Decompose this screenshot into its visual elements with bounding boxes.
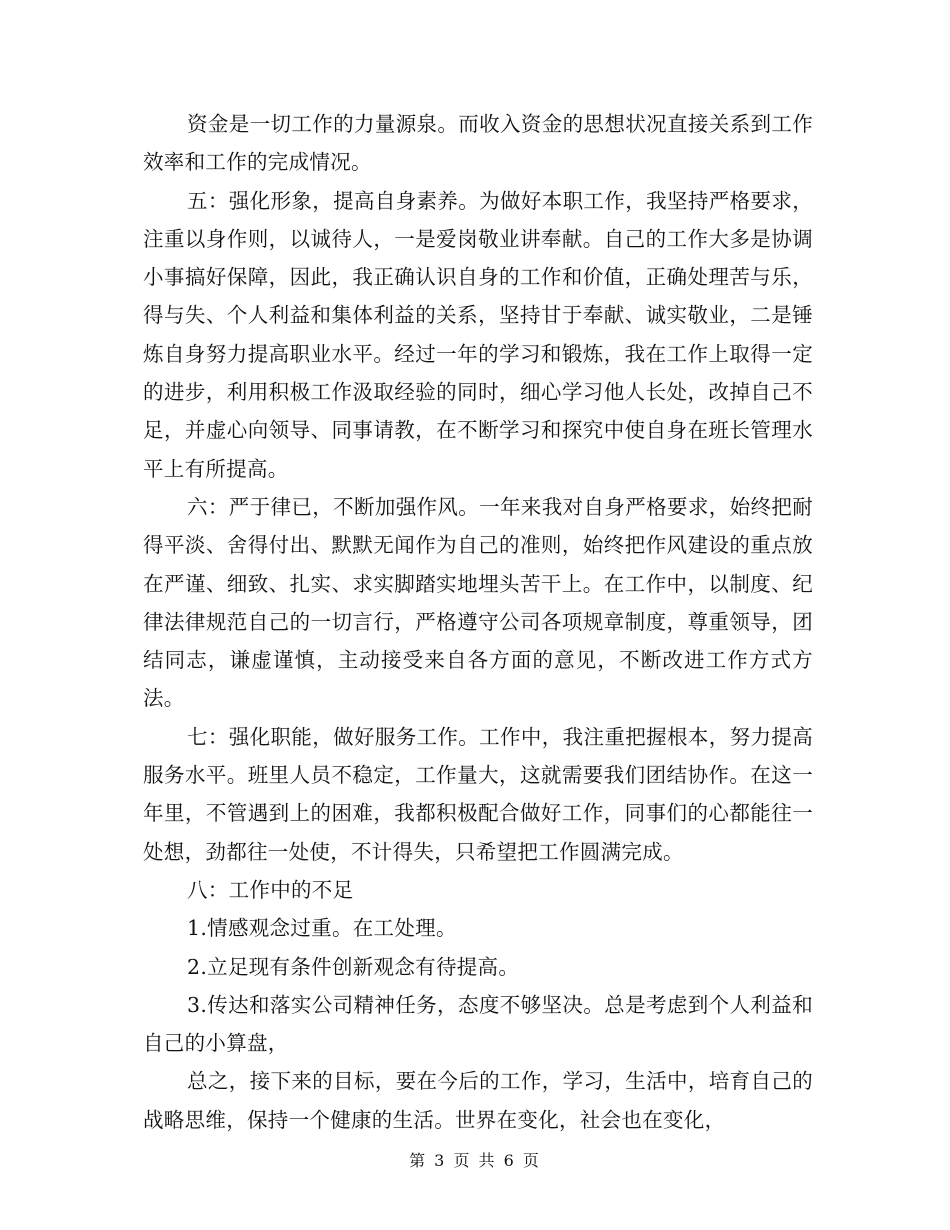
list-item-2: 2.立足现有条件创新观念有待提高。 — [187, 954, 520, 979]
page-number-footer: 第 3 页 共 6 页 — [409, 1151, 541, 1170]
paragraph-section-8-heading: 八：工作中的不足 — [187, 877, 354, 902]
document-body — [143, 105, 813, 1139]
paragraph-funds: 资金是一切工作的力量源泉。而收入资金的思想状况直接关系到工作效率和工作的完成情况。 — [143, 112, 813, 175]
list-item-3: 3.传达和落实公司精神任务，态度不够坚决。总是考虑到个人利益和自己的小算盘， — [143, 992, 813, 1056]
paragraph-section-6: 六：严于律已，不断加强作风。一年来我对自身严格要求，始终把耐得平淡、舍得付出、默默无闻作为自己的准则，始终把作风建设的重点放在严谨、细致、扎实、求实脚踏实地埋头苦干上。在工作中，以制度、纪律法律规范自己的一切言行，严格遵守公司各项规章制度，尊重领导，团结同志，谦虚谨慎，主动接受来自各方面的意见，不断改进工作方式方法。 — [143, 494, 813, 711]
paragraph-conclusion: 总之，接下来的目标，要在今后的工作，学习，生活中，培育自己的战略思维，保持一个健康的生活。世界在变化，社会也在变化， — [143, 1069, 813, 1132]
paragraph-section-5: 五：强化形象，提高自身素养。为做好本职工作，我坚持严格要求，注重以身作则，以诚待人，一是爱岗敬业讲奉献。自己的工作大多是协调小事搞好保障，因此，我正确认识自身的工作和价值，正确处理苦与乐，得与失、个人利益和集体利益的关系，坚持甘于奉献、诚实敬业，二是锤炼自身努力提高职业水平。经过一年的学习和锻炼，我在工作上取得一定的进步，利用积极工作汲取经验的同时，细心学习他人长处，改掉自己不足，并虚心向领导、同事请教，在不断学习和探究中使自身在班长管理水平上有所提高。 — [143, 188, 813, 481]
list-item-1: 1.情感观念过重。在工处理。 — [187, 916, 457, 941]
paragraph-section-7: 七：强化职能，做好服务工作。工作中，我注重把握根本，努力提高服务水平。班里人员不稳定，工作量大，这就需要我们团结协作。在这一年里，不管遇到上的困难，我都积极配合做好工作，同事们的心都能往一处想，劲都往一处使，不计得失，只希望把工作圆满完成。 — [143, 724, 813, 864]
